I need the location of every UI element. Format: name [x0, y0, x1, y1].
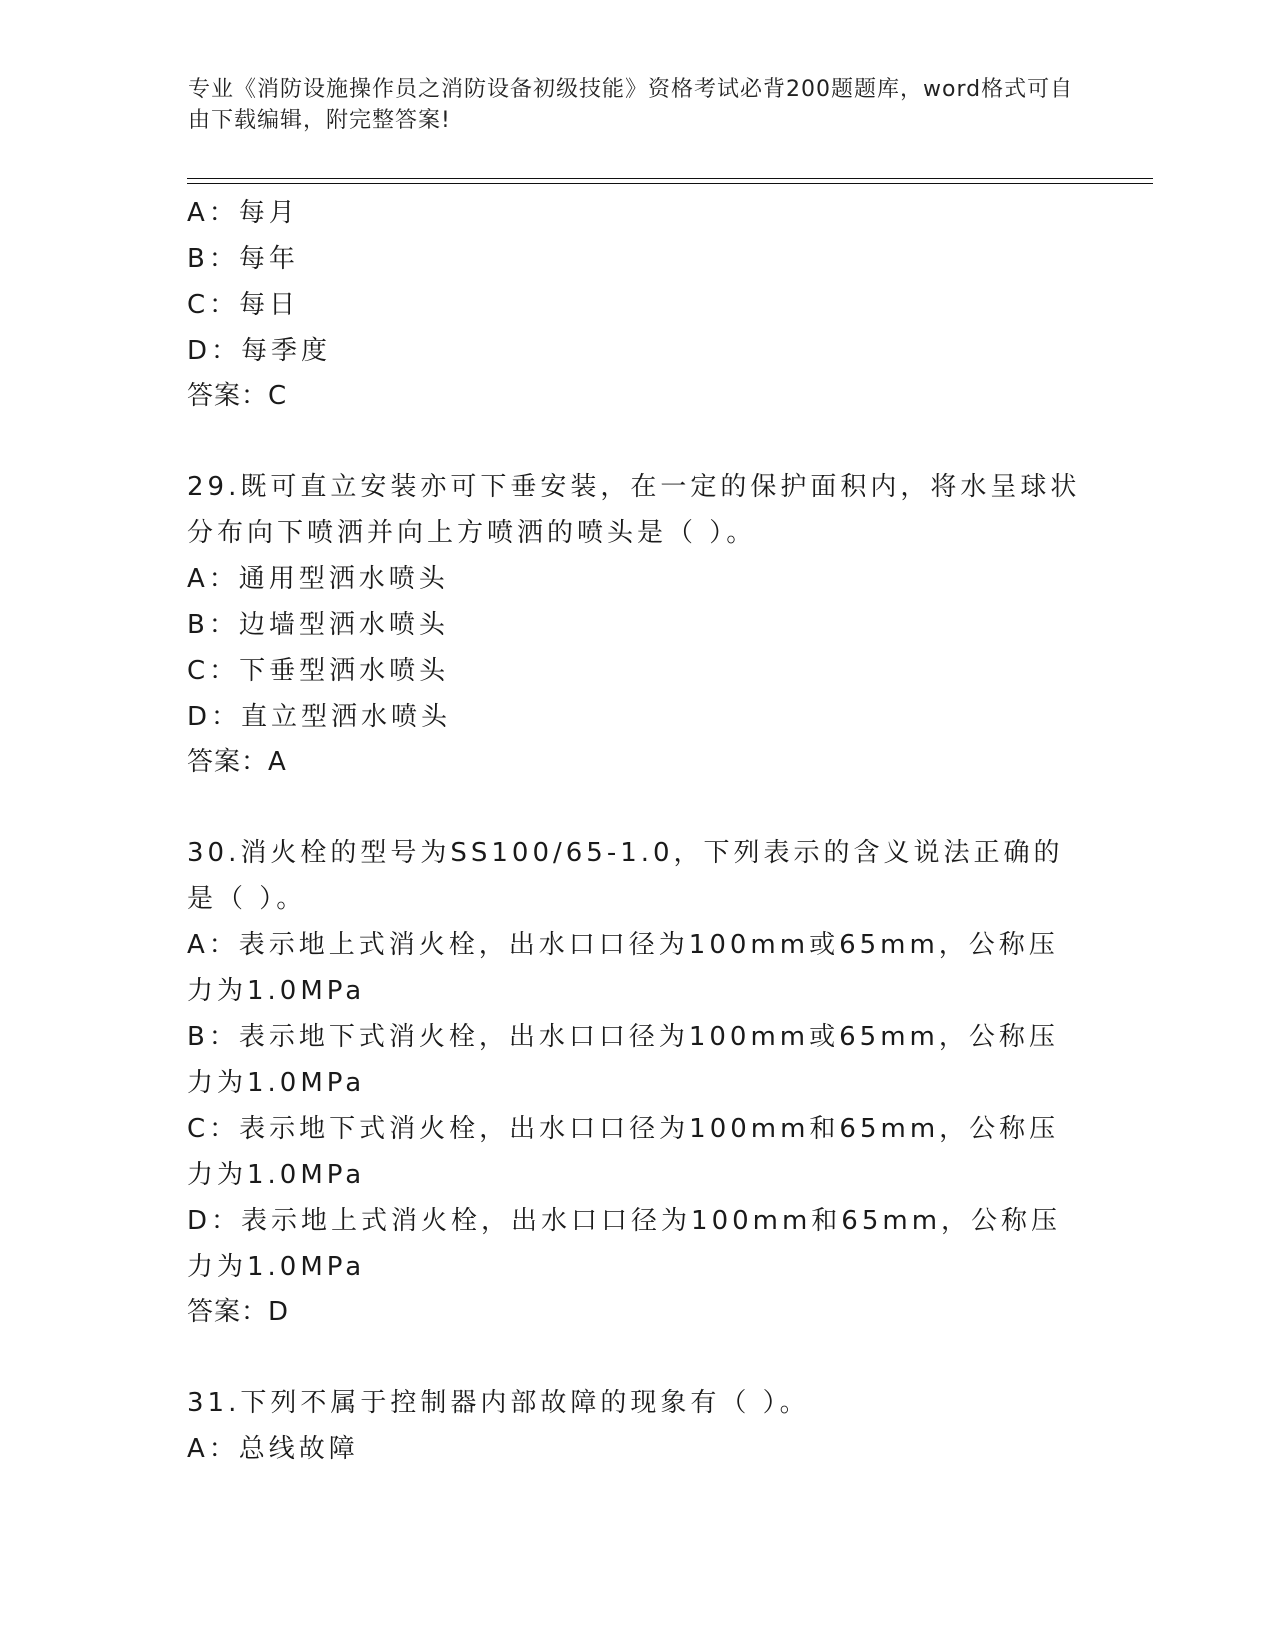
option-c: C：下垂型洒水喷头	[187, 656, 450, 686]
document-header: 专业《消防设施操作员之消防设备初级技能》资格考试必背200题题库，word格式可自由下载编辑，附完整答案!	[188, 77, 1074, 133]
question-29	[187, 464, 1087, 784]
answer-line: 答案：D	[187, 1297, 290, 1327]
question-28-remainder	[187, 190, 1087, 418]
option-a: A：每月	[187, 198, 299, 228]
option-d: D：每季度	[187, 336, 332, 366]
option-a: A：通用型洒水喷头	[187, 564, 449, 594]
header-divider-top	[187, 178, 1153, 179]
option-b: B：边墙型洒水喷头	[187, 610, 449, 640]
header-divider-bottom	[187, 183, 1153, 184]
question-30	[187, 830, 1087, 1334]
spacer	[187, 418, 1087, 464]
spacer	[187, 1334, 1087, 1380]
option-b: B：表示地下式消火栓，出水口口径为100mm或65mm，公称压力为1.0MPa	[187, 1022, 1059, 1098]
option-d: D：表示地上式消火栓，出水口口径为100mm和65mm，公称压力为1.0MPa	[187, 1206, 1062, 1282]
question-stem: 31.下列不属于控制器内部故障的现象有（ ）。	[187, 1388, 810, 1418]
answer-line: 答案：A	[187, 747, 287, 777]
option-a: A：表示地上式消火栓，出水口口径为100mm或65mm，公称压力为1.0MPa	[187, 930, 1059, 1006]
answer-line: 答案：C	[187, 381, 288, 411]
question-31	[187, 1380, 1087, 1472]
option-d: D：直立型洒水喷头	[187, 702, 452, 732]
question-content	[187, 190, 1087, 1472]
option-c: C：每日	[187, 290, 300, 320]
question-stem: 30.消火栓的型号为SS100/65-1.0，下列表示的含义说法正确的是（ ）。	[187, 838, 1064, 914]
option-c: C：表示地下式消火栓，出水口口径为100mm和65mm，公称压力为1.0MPa	[187, 1114, 1060, 1190]
question-stem: 29.既可直立安装亦可下垂安装，在一定的保护面积内，将水呈球状分布向下喷洒并向上方喷洒的喷头是（ ）。	[187, 472, 1081, 548]
option-b: B：每年	[187, 244, 299, 274]
option-a: A：总线故障	[187, 1434, 359, 1464]
spacer	[187, 784, 1087, 830]
